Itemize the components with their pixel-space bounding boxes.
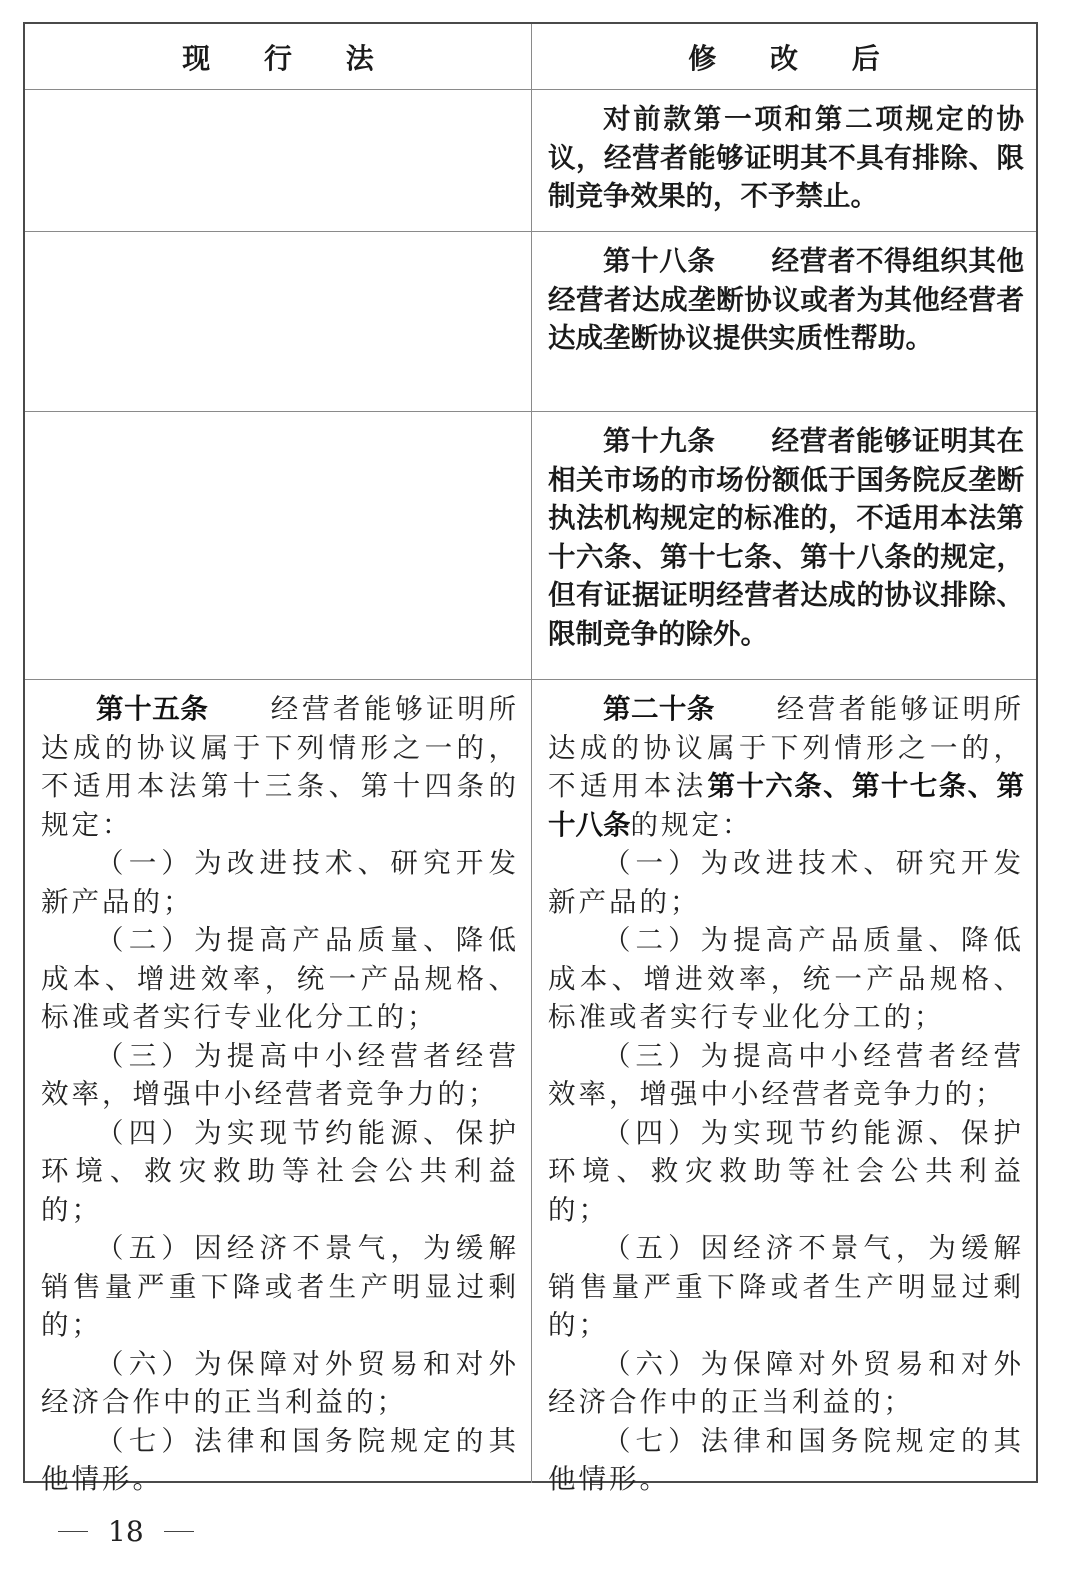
amended-cell	[532, 232, 1036, 411]
table-row	[25, 90, 1036, 232]
article-body: 经营者不得组织其他经营者达成垄断协议或者为其他经营者达成垄断协议提供实质性帮助。	[548, 245, 1025, 354]
dash-decoration	[164, 1531, 194, 1533]
amended-cell	[532, 680, 1036, 1495]
list-item: （七）法律和国务院规定的其他情形。	[41, 1424, 519, 1495]
list-item: （一）为改进技术、研究开发新产品的；	[41, 847, 519, 918]
list-item: （六）为保障对外贸易和对外经济合作中的正当利益的；	[548, 1347, 1024, 1418]
article-body: 经营者能够证明其在相关市场的市场份额低于国务院反垄断执法机构规定的标准的，不适用本法第十六条、第十七条、第十八条的规定，但有证据证明经营者达成的协议排除、限制竞争的除外。	[548, 425, 1025, 650]
amended-paragraph	[548, 242, 1024, 358]
article-number: 第十九条	[603, 425, 716, 457]
list-item: （四）为实现节约能源、保护环境、救灾救助等社会公共利益的；	[548, 1116, 1024, 1226]
list-item: （一）为改进技术、研究开发新产品的；	[548, 847, 1024, 918]
list-item: （五）因经济不景气，为缓解销售量严重下降或者生产明显过剩的；	[41, 1232, 519, 1341]
article-number: 第二十条	[603, 693, 715, 725]
page-number: 18	[108, 1515, 144, 1548]
amended-paragraph: 对前款第一项和第二项规定的协议，经营者能够证明其不具有排除、限制竞争效果的，不予禁止。	[548, 103, 1024, 212]
list-item: （三）为提高中小经营者经营效率，增强中小经营者竞争力的；	[548, 1039, 1024, 1110]
list-item: （四）为实现节约能源、保护环境、救灾救助等社会公共利益的；	[41, 1116, 519, 1226]
current-law-cell-empty	[25, 412, 532, 679]
article-number: 第十八条	[603, 245, 716, 277]
table-row	[25, 232, 1036, 412]
comparison-table	[23, 22, 1038, 1495]
amended-cell	[532, 412, 1036, 679]
list-item: （六）为保障对外贸易和对外经济合作中的正当利益的；	[41, 1347, 519, 1418]
current-law-cell-empty	[25, 232, 532, 411]
current-law-cell	[25, 680, 532, 1495]
article-number: 第十五条	[96, 693, 209, 725]
list-item: （三）为提高中小经营者经营效率，增强中小经营者竞争力的；	[41, 1039, 519, 1110]
list-item: （五）因经济不景气，为缓解销售量严重下降或者生产明显过剩的；	[548, 1232, 1024, 1341]
article-intro: 第十五条 经营者能够证明所达成的协议属于下列情形之一的，不适用本法第十三条、第十四条的规定：	[41, 693, 520, 841]
table-row	[25, 680, 1036, 1495]
list-item: （七）法律和国务院规定的其他情形。	[548, 1424, 1024, 1495]
current-law-cell-empty	[25, 90, 532, 231]
list-item: （二）为提高产品质量、降低成本、增进效率，统一产品规格、标准或者实行专业化分工的；	[41, 924, 519, 1033]
amended-reference: 第十六条、第十七条、第十八条	[548, 770, 1024, 841]
dash-decoration	[58, 1531, 88, 1533]
list-item: （二）为提高产品质量、降低成本、增进效率，统一产品规格、标准或者实行专业化分工的；	[548, 924, 1024, 1033]
page-footer	[38, 1515, 214, 1548]
table-header-row	[25, 24, 1036, 90]
amended-paragraph	[548, 422, 1024, 653]
header-current-law: 现 行 法	[25, 24, 532, 89]
table-row	[25, 412, 1036, 680]
amended-cell	[532, 90, 1036, 231]
article-intro: 第二十条 经营者能够证明所达成的协议属于下列情形之一的，不适用本法第十六条、第十七条、第十八条的规定：	[548, 693, 1025, 841]
header-amended: 修 改 后	[688, 41, 902, 75]
